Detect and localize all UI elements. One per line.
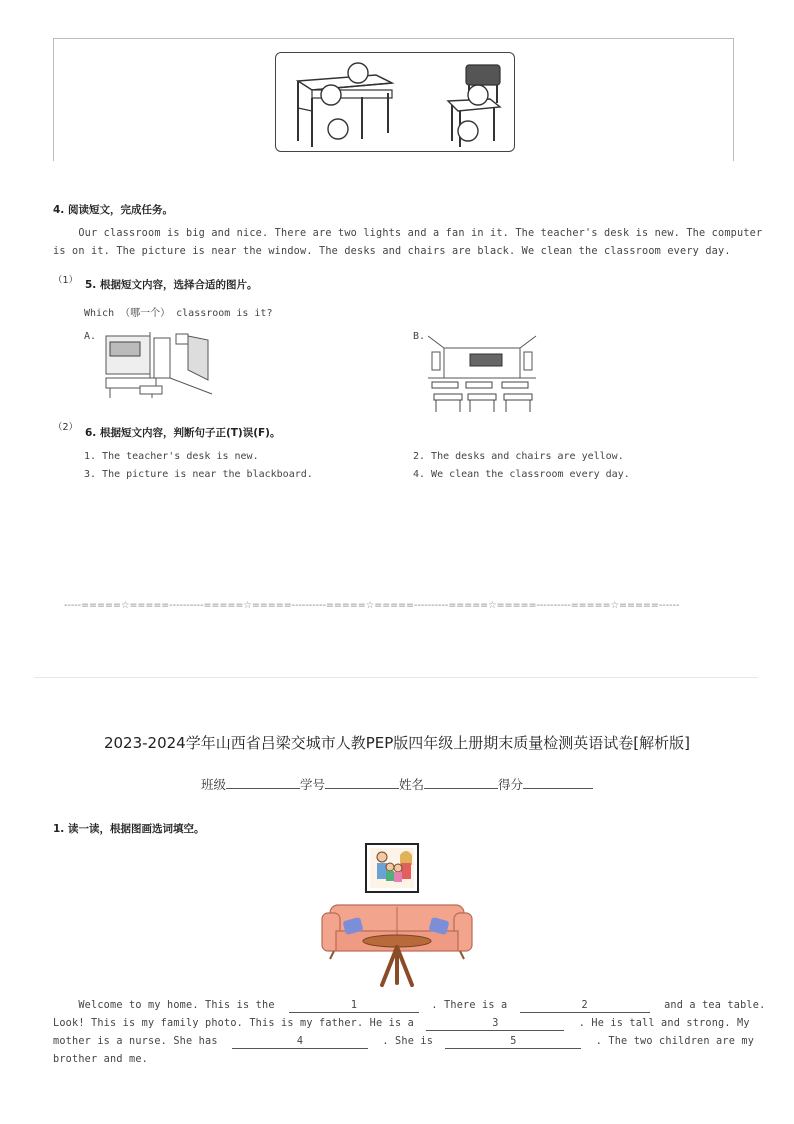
q4-passage-line-2: is on it. The picture is near the window. The desks and chairs are black. We clean the classroom every day. — [53, 246, 731, 257]
name-field[interactable] — [424, 776, 498, 789]
class-label: 班级 — [200, 777, 226, 792]
exam-title: 2023-2024学年山西省吕梁交城市人教PEP版四年级上册期末质量检测英语试卷[解析版] — [103, 734, 691, 752]
classroom-a-illustration — [104, 330, 214, 400]
q5-title: 5. 根据短文内容，选择合适的图片。 — [85, 279, 258, 291]
id-label: 学号 — [299, 777, 325, 792]
blank-3[interactable]: 3 — [426, 1017, 564, 1031]
name-label: 姓名 — [399, 777, 425, 792]
q4-title: 4. 阅读短文，完成任务。 — [53, 204, 173, 216]
page-break-rule — [34, 677, 758, 678]
q1-line-3 — [53, 1033, 754, 1051]
class-field[interactable] — [226, 776, 300, 789]
q1-text-3: and a tea table. — [664, 1000, 766, 1011]
option-b-label: B. — [413, 331, 426, 342]
q1-text-1: Welcome to my home. This is the — [53, 1000, 275, 1011]
q6-item-3: 3. The picture is near the blackboard. — [84, 469, 313, 480]
desk-chair-figure — [275, 52, 515, 152]
blank-2[interactable]: 2 — [520, 999, 650, 1013]
q4-passage-line-1: Our classroom is big and nice. There are two lights and a fan in it. The teacher's desk is new. The computer — [53, 228, 763, 239]
q1-text-5: . He is tall and strong. My — [578, 1018, 750, 1029]
sub-question-number-1: （1） — [53, 275, 79, 286]
q5-question: Which （哪一个） classroom is it? — [84, 308, 273, 319]
student-info-line — [0, 775, 794, 793]
q1-text-4: Look! This is my family photo. This is my father. He is a — [53, 1018, 415, 1029]
blank-1[interactable]: 1 — [289, 999, 419, 1013]
blank-5[interactable]: 5 — [445, 1035, 581, 1049]
option-a-image[interactable] — [104, 330, 214, 404]
living-room-illustration — [320, 843, 474, 989]
desk-chair-illustration — [276, 53, 516, 153]
sub-question-number-2: （2） — [53, 422, 79, 433]
q6-item-4: 4. We clean the classroom every day. — [413, 469, 630, 480]
q1-line-1 — [53, 997, 765, 1015]
q6-title: 6. 根据短文内容，判断句子正(T)误(F)。 — [85, 427, 281, 439]
q1-line-2 — [53, 1015, 750, 1033]
q1-text-2: . There is a — [431, 1000, 508, 1011]
option-b-image[interactable] — [426, 330, 538, 418]
q1-text-7: . She is — [382, 1036, 434, 1047]
q6-item-1: 1. The teacher's desk is new. — [84, 451, 259, 462]
id-field[interactable] — [325, 776, 399, 789]
q1-text-8: . The two children are my — [595, 1036, 755, 1047]
blank-4[interactable]: 4 — [232, 1035, 368, 1049]
q1-text-6: mother is a nurse. She has — [53, 1036, 218, 1047]
q1-title: 1. 读一读，根据图画选词填空。 — [53, 823, 205, 835]
score-field[interactable] — [523, 776, 593, 789]
option-a-label: A. — [84, 331, 97, 342]
page-separator: -----=====☆=====----------=====☆=====----------=====☆=====----------=====☆=====----------=====☆=====------ — [64, 600, 680, 611]
living-room-figure — [320, 843, 474, 993]
q1-line-4: brother and me. — [53, 1054, 149, 1065]
score-label: 得分 — [498, 777, 524, 792]
q6-item-2: 2. The desks and chairs are yellow. — [413, 451, 624, 462]
classroom-b-illustration — [426, 330, 538, 414]
